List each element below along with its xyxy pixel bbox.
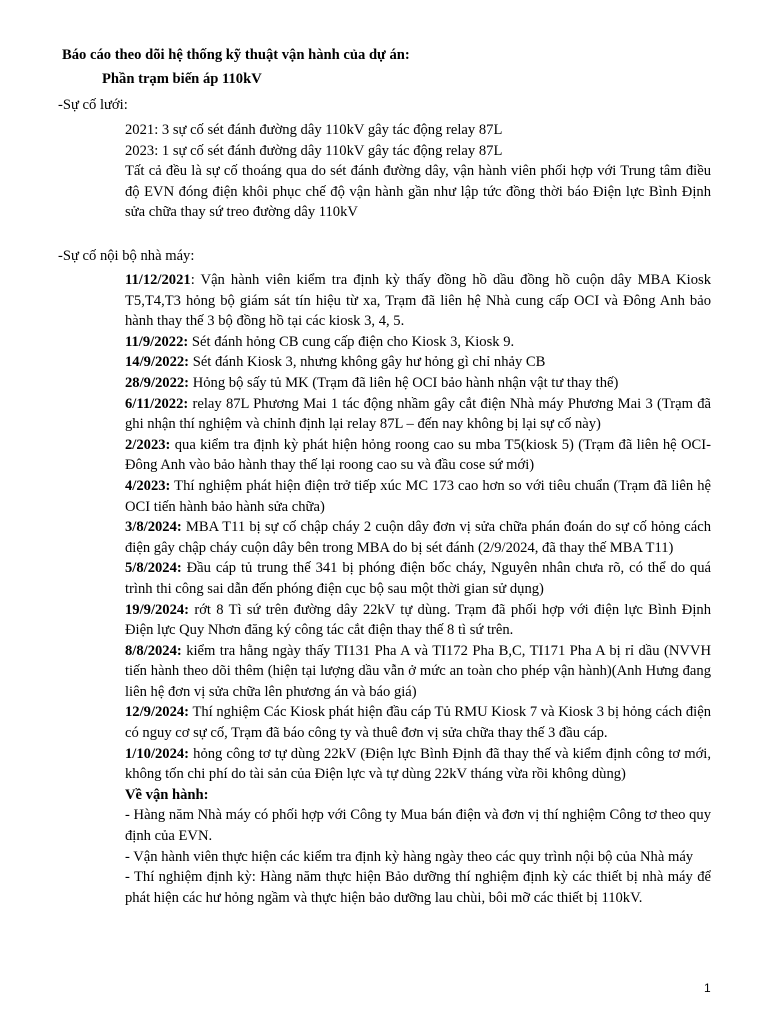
- incident-entry: [125, 702, 711, 743]
- grid-incidents-block: [125, 120, 711, 223]
- incident-date: 11/12/2021: [125, 272, 191, 288]
- incident-date: 1/10/2024:: [125, 745, 190, 762]
- incident-text: rớt 8 Tì sứ trên đường dây 22kV tự dùng. Trạm đã phối hợp với điện lực Bình Định Điện lực Quy Nhơn đăng ký công tác cắt điện thay thế 8 tì sứ trên.: [125, 601, 711, 639]
- incident-date: 19/9/2024:: [125, 601, 190, 618]
- incident-date: 12/9/2024:: [125, 704, 190, 721]
- incident-date: 4/2023:: [125, 477, 171, 494]
- grid-incident-line: 2023: 1 sự cố sét đánh đường dây 110kV gây tác động relay 87L: [125, 142, 503, 159]
- incident-date: 5/8/2024:: [125, 560, 182, 577]
- incident-date: 8/8/2024:: [125, 642, 182, 659]
- incident-entry: [125, 435, 711, 476]
- incident-entry: [125, 270, 711, 332]
- internal-incidents-heading: -Sự cố nội bộ nhà máy:: [58, 248, 195, 264]
- operation-line: - Vận hành viên thực hiện các kiểm tra định kỳ hàng ngày theo các quy trình nội bộ của Nhà máy: [125, 848, 694, 865]
- incident-date: 14/9/2022:: [125, 354, 190, 371]
- incident-text: : Vận hành viên kiểm tra định kỳ thấy đồng hồ dầu đồng hồ cuộn dây MBA Kiosk T5,T4,T3 hỏng bộ giám sát tín hiệu từ xa, Trạm đã liên hệ Nhà cung cấp OCI và Đông Anh bảo hành thay thế 3 bộ đồng hồ tại các kiosk 3, 4, 5.: [125, 272, 711, 330]
- incident-text: qua kiểm tra định kỳ phát hiện hỏng roong cao su mba T5(kiosk 5) (Trạm đã liên hệ OCI- Đông Anh vào bảo hành thay thế lại roong cao su và đầu cose sứ mới): [125, 436, 711, 474]
- report-subtitle: Phần trạm biến áp 110kV: [102, 71, 262, 87]
- incident-entry: [125, 641, 711, 703]
- incident-text: relay 87L Phương Mai 1 tác động nhầm gây cắt điện Nhà máy Phương Mai 3 (Trạm đã ghi nhận thí nghiệm và chỉnh định lại relay 87L – đến nay không bị lại sự cố này): [125, 395, 711, 433]
- incident-entry: [125, 744, 711, 785]
- page-number: 1: [704, 981, 711, 995]
- incident-entry: [125, 600, 711, 641]
- incident-text: kiểm tra hằng ngày thấy TI131 Pha A và TI172 Pha B,C, TI171 Pha A bị rỉ dầu (NVVH tiến hành theo dõi thêm (hiện tại lượng dầu vẫn ở mức an toàn cho phép vận hành)(Anh Hưng đang liên hệ đơn vị sửa chữa lên phương án và báo giá): [125, 642, 711, 700]
- incident-entry: [125, 476, 711, 517]
- report-title: Báo cáo theo dõi hệ thống kỹ thuật vận hành của dự án:: [62, 47, 410, 63]
- operation-heading: Về vận hành:: [125, 786, 209, 803]
- grid-incident-line: 2021: 3 sự cố sét đánh đường dây 110kV gây tác động relay 87L: [125, 122, 503, 138]
- incident-entry: [125, 352, 711, 373]
- incident-text: hỏng công tơ tự dùng 22kV (Điện lực Bình Định đã thay thế và kiểm định công tơ mới, không tốn chi phí do tài sản của Điện lực và tự dùng 22kV tháng vừa rồi không dùng): [125, 745, 711, 783]
- incident-text: MBA T11 bị sự cố chập cháy 2 cuộn dây đơn vị sửa chữa phán đoán do sự cố hỏng cách điện gây chập cháy cuộn dây bên trong MBA do bị sét đánh (2/9/2024, đã thay thế MBA T11): [125, 519, 711, 556]
- incident-entry: [125, 332, 711, 353]
- incident-text: Thí nghiệm phát hiện điện trở tiếp xúc MC 173 cao hơn so với tiêu chuẩn (Trạm đã liên hệ OCI tiến hành bảo hành sửa chữa): [125, 477, 711, 515]
- incident-date: 3/8/2024:: [125, 519, 182, 536]
- incident-entry: [125, 558, 711, 599]
- incident-text: Sét đánh Kiosk 3, nhưng không gây hư hỏng gì chỉ nhảy CB: [189, 354, 546, 371]
- incident-date: 28/9/2022:: [125, 374, 190, 391]
- incident-date: 6/11/2022:: [125, 395, 189, 412]
- internal-incidents-block: [125, 270, 711, 908]
- incident-entry: [125, 517, 711, 558]
- incident-entry: [125, 394, 711, 435]
- incident-text: Thí nghiệm Các Kiosk phát hiện đầu cáp Tủ RMU Kiosk 7 và Kiosk 3 bị hỏng cách điện có nguy cơ sự cố, Trạm đã báo công ty và thuê đơn vị sửa chữa thay thế 3 đầu cáp.: [125, 704, 711, 742]
- operation-line: - Thí nghiệm định kỳ: Hàng năm thực hiện Bảo dưỡng thí nghiệm định kỳ các thiết bị nhà máy để phát hiện các hư hỏng ngầm và thực hiện bảo dưỡng lau chùi, bôi mỡ các thiết bị 110kV.: [125, 869, 711, 906]
- incident-entry: [125, 373, 711, 394]
- incident-text: Sét đánh hỏng CB cung cấp điện cho Kiosk 3, Kiosk 9.: [188, 333, 515, 350]
- incident-text: Đầu cáp tủ trung thế 341 bị phóng điện bốc cháy, Nguyên nhân chưa rõ, có thể do quá trình thi công sai dẫn đến phóng điện cục bộ sau một thời gian sử dụng): [125, 560, 711, 597]
- incident-date: 2/2023:: [125, 436, 171, 453]
- grid-incident-summary: Tất cả đều là sự cố thoáng qua do sét đánh đường dây, vận hành viên phối hợp với Trung tâm điều độ EVN đóng điện khôi phục chế độ vận hành gần như lập tức đồng thời báo Điện lực Bình Định sửa chữa thay sứ treo đường dây 110kV: [125, 163, 711, 221]
- incident-text: Hỏng bộ sấy tủ MK (Trạm đã liên hệ OCI bảo hành nhận vật tư thay thế): [189, 374, 619, 391]
- grid-incidents-heading: -Sự cố lưới:: [58, 97, 128, 113]
- operation-line: - Hàng năm Nhà máy có phối hợp với Công ty Mua bán điện và đơn vị thí nghiệm Công tơ theo quy định của EVN.: [125, 807, 711, 845]
- incident-date: 11/9/2022:: [125, 333, 189, 350]
